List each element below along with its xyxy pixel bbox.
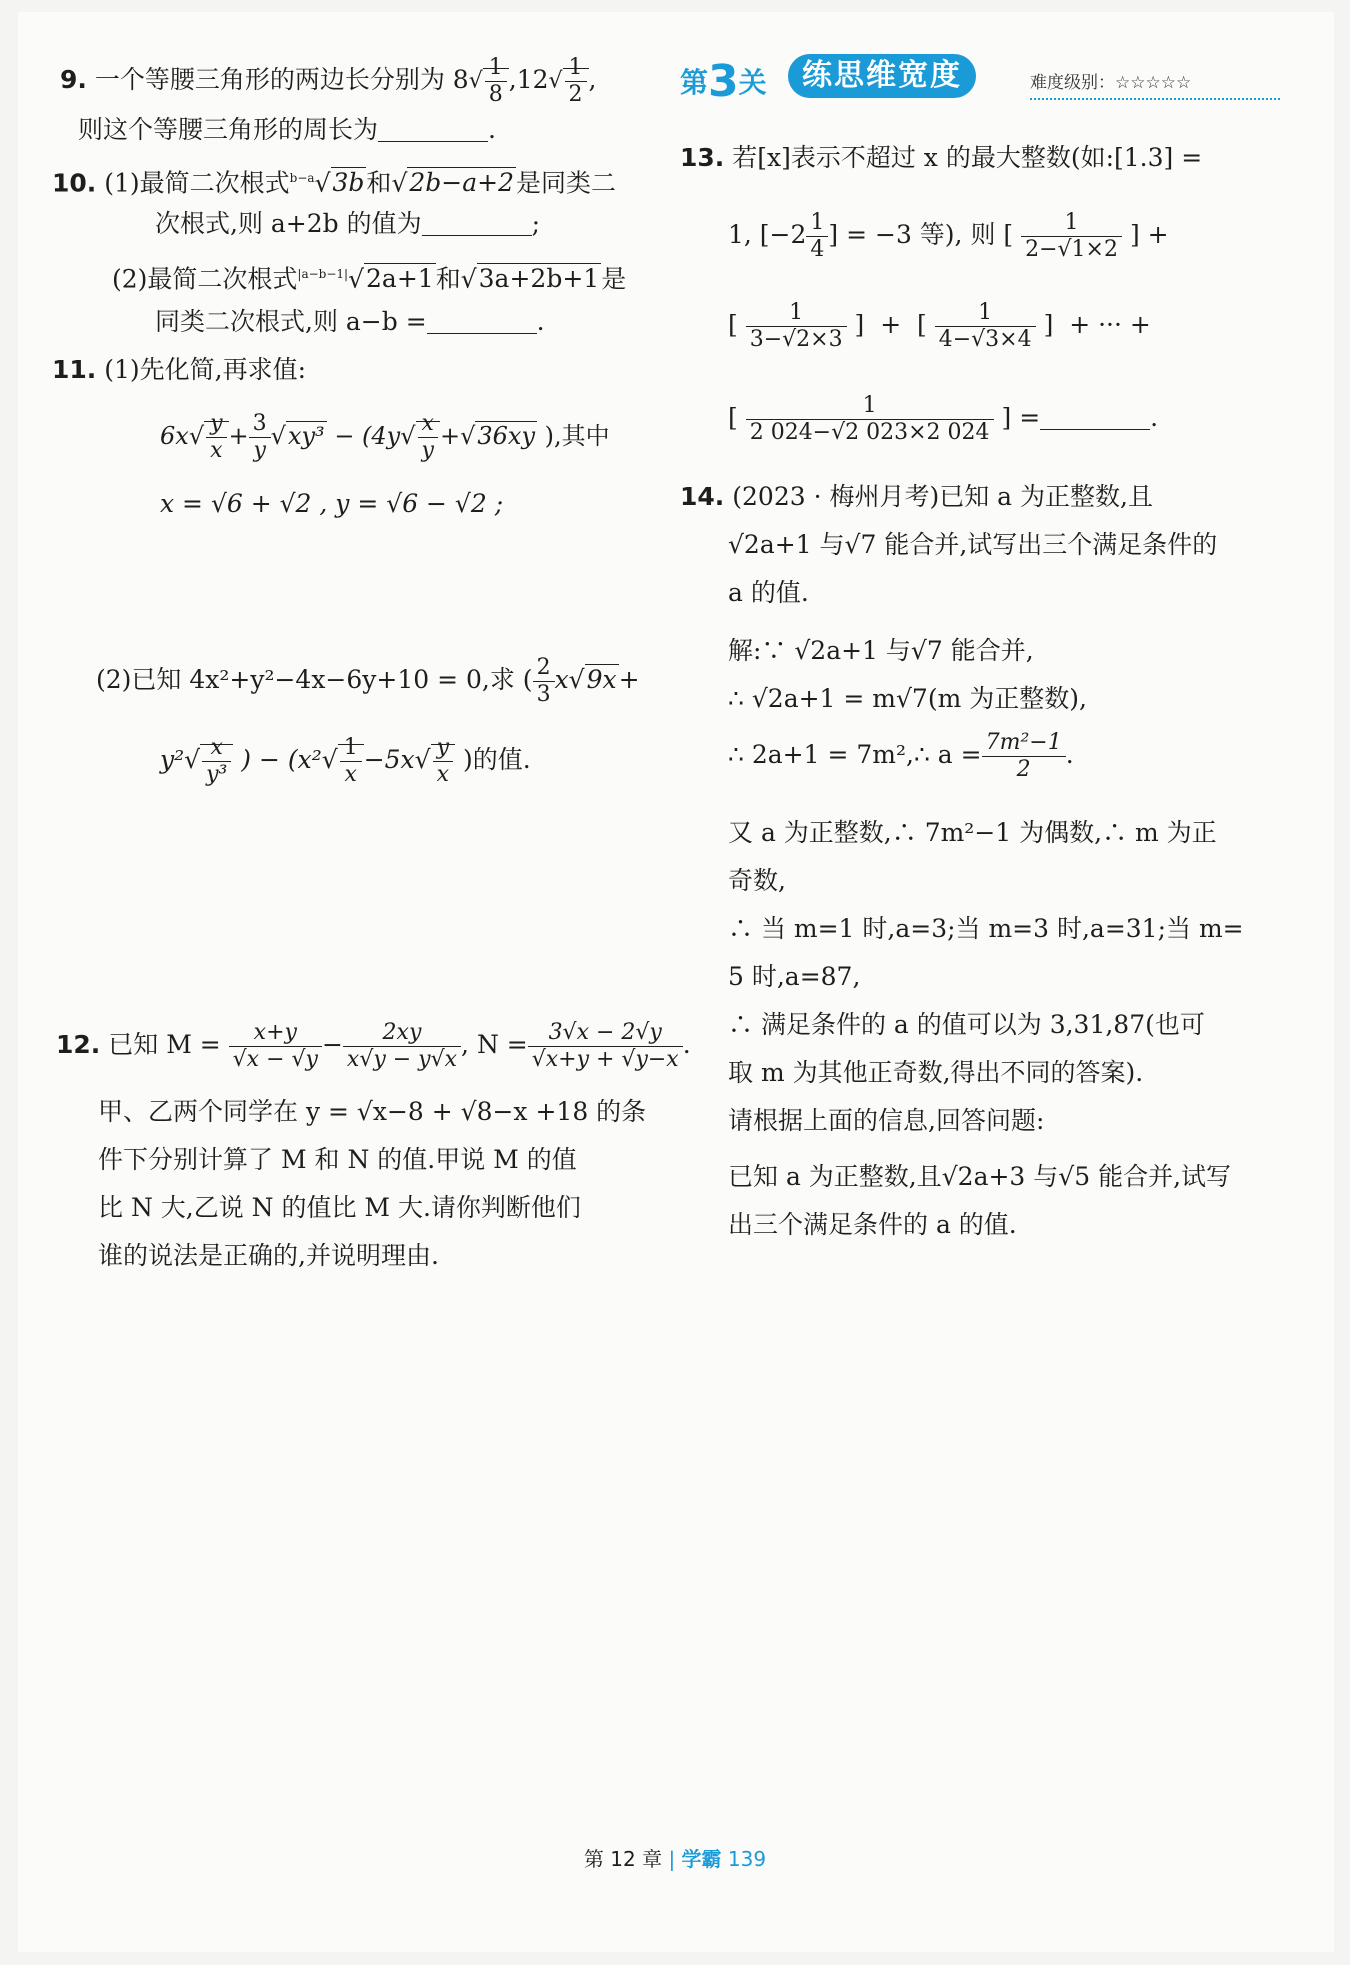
q14-line3: a 的值. <box>728 578 809 607</box>
stage-number: 3 <box>708 56 739 107</box>
q9-end: . <box>488 115 496 144</box>
q10-p1-end2: ; <box>531 209 541 238</box>
q14-line2: √2a+1 与√7 能合并,试写出三个满足条件的 <box>728 530 1218 559</box>
q10-p2-end2: . <box>536 307 545 336</box>
expr: ) − (x² <box>241 745 322 774</box>
star-icon: ☆☆☆☆☆ <box>1115 73 1192 93</box>
frac-den: 4 <box>810 237 825 262</box>
frac-num: 2 <box>533 655 555 682</box>
section-title: 练思维宽度 <box>788 54 976 98</box>
q14-solution-9: 取 m 为其他正奇数,得出不同的答案). <box>728 1058 1144 1087</box>
frac-den: 3 <box>536 682 551 707</box>
question-11-line1 <box>52 353 306 387</box>
stage-label <box>680 56 767 107</box>
frac-den: 8 <box>488 82 503 107</box>
radicand: 36xy <box>477 422 536 450</box>
expr: x <box>554 665 569 694</box>
q12-line3: 件下分别计算了 M 和 N 的值.甲说 M 的值 <box>98 1145 577 1174</box>
q10-p2-text: (2)最简二次根式 <box>112 264 298 294</box>
expr: − (4y <box>334 422 401 450</box>
q13-text: ] = −3 等), 则 [ <box>828 220 1014 249</box>
question-number: 9. <box>60 65 87 94</box>
q14-solution-5: 奇数, <box>728 866 786 895</box>
question-9-line1 <box>60 55 597 108</box>
frac-den: 4−√3×4 <box>938 327 1032 352</box>
q10-p1-text: (1)最简二次根式 <box>104 168 290 198</box>
frac-den: x <box>344 762 357 787</box>
q14-s3-end: . <box>1065 740 1074 769</box>
q14-solution-3 <box>728 730 1074 783</box>
frac-num: 1 <box>1021 210 1122 237</box>
frac-num: 7m²−1 <box>982 730 1066 757</box>
page-footer <box>0 1843 1350 1872</box>
expr: ),其中 <box>544 422 610 450</box>
q12-line5: 谁的说法是正确的,并说明理由. <box>98 1241 439 1270</box>
q13-text: 1, [−2 <box>728 220 807 249</box>
page-number: 139 <box>727 1847 767 1871</box>
q12-line2: 甲、乙两个同学在 y = √x−8 + √8−x +18 的条 <box>98 1097 647 1126</box>
q10-p2-end: 是 <box>601 264 627 294</box>
q13-text: ] + <box>1129 220 1169 249</box>
stage-suffix: 关 <box>738 66 767 99</box>
frac-num: x+y <box>229 1020 322 1047</box>
expr: )的值. <box>462 745 531 774</box>
q11-expression-1: 6x√ $\frac{y}{x}$ + $\frac{3}{y}$ √xy³ − (4y√ $\frac{x}{y}$ +√36xy ),其中 <box>160 411 610 463</box>
frac-num: 1 <box>746 393 994 420</box>
question-number: 10. <box>52 168 97 198</box>
answer-blank[interactable] <box>1040 403 1150 430</box>
stage-prefix: 第 <box>680 66 709 99</box>
question-10-line4 <box>155 305 545 339</box>
root-index: b−a <box>289 171 315 185</box>
q14-solution-2: ∴ √2a+1 = m√7(m 为正整数), <box>728 684 1087 713</box>
q13-eq: ] = <box>1001 403 1041 432</box>
answer-blank[interactable] <box>378 115 488 142</box>
radicand: 2b−a+2 <box>409 168 514 198</box>
frac-num: y <box>206 411 226 438</box>
frac-num: 1 <box>746 300 847 327</box>
q14-solution-4: 又 a 为正整数,∴ 7m²−1 为偶数,∴ m 为正 <box>728 818 1217 847</box>
q13-line1: 若[x]表示不超过 x 的最大整数(如:[1.3] = <box>732 143 1203 172</box>
expr: −5x <box>363 745 415 774</box>
frac-num: 1 <box>806 210 828 237</box>
frac-den: 2 024−√2 023×2 024 <box>749 420 990 445</box>
frac-den: √x+y + √y−x <box>531 1047 679 1072</box>
question-10-line1: 10. (1)最简二次根式$^{b-a}$√3b和√2b−a+2是同类二 <box>52 168 617 198</box>
frac-den: x <box>436 762 450 787</box>
q9-fraction-2: √ $\frac{1}{2}$ <box>549 55 589 108</box>
radicand: 3a+2b+1 <box>478 264 600 294</box>
q10-p1-end: 是同类二 <box>516 168 617 198</box>
q10-p2-line2: 同类二次根式,则 a−b = <box>155 307 427 336</box>
q12-text: . <box>682 1030 691 1059</box>
q9-line2: 则这个等腰三角形的周长为 <box>78 115 379 144</box>
answer-blank[interactable] <box>427 307 537 334</box>
q11-p1: (1)先化简,再求值: <box>104 355 307 384</box>
expr: + <box>439 422 461 450</box>
question-13-line2 <box>728 210 1169 263</box>
footer-separator: | <box>668 1847 676 1871</box>
q9-text-a: 一个等腰三角形的两边长分别为 8 <box>94 65 469 94</box>
q11-p2-text: (2)已知 4x²+y²−4x−6y+10 = 0,求 ( <box>96 665 533 694</box>
question-14-line1 <box>680 480 1153 514</box>
answer-blank[interactable] <box>422 209 532 236</box>
frac-den: 2 <box>1016 757 1031 782</box>
expr: − <box>321 1030 343 1059</box>
question-number: 13. <box>680 143 725 172</box>
frac-num: 1 <box>935 300 1036 327</box>
root-index: |a−b−1| <box>297 267 349 281</box>
question-number: 12. <box>56 1030 101 1059</box>
q13-plus: + ··· + <box>1069 310 1151 339</box>
difficulty-level <box>1030 68 1191 93</box>
q14-instruction: 请根据上面的信息,回答问题: <box>728 1106 1045 1135</box>
frac-num: x <box>202 735 231 762</box>
frac-num: 2xy <box>343 1020 461 1047</box>
question-number: 11. <box>52 355 97 384</box>
radicand: xy³ <box>287 422 325 450</box>
expr: 6x <box>160 422 189 450</box>
q14-solution-6: ∴ 当 m=1 时,a=3;当 m=3 时,a=31;当 m= <box>728 914 1244 943</box>
frac-den: x <box>210 438 223 463</box>
question-12-line1 <box>56 1020 691 1073</box>
expr: + <box>228 422 249 450</box>
frac-den: 3−√2×3 <box>749 327 843 352</box>
q13-end: . <box>1150 403 1159 432</box>
question-number: 14. <box>680 482 725 511</box>
difficulty-label: 难度级别： <box>1030 73 1115 93</box>
chapter-label: 第 12 章 <box>583 1847 663 1871</box>
q11-condition: x = √6 + √2 , y = √6 − √2 ; <box>160 489 504 518</box>
frac-num: 1 <box>565 55 587 82</box>
question-9-line2 <box>78 113 496 147</box>
radicand: 9x <box>586 665 617 694</box>
frac-num: 1 <box>340 735 362 762</box>
brand-label: 学霸 <box>681 1847 722 1871</box>
frac-den: y <box>421 438 434 463</box>
frac-den: y³ <box>206 762 228 787</box>
q14-line1: (2023 · 梅州月考)已知 a 为正整数,且 <box>732 482 1153 511</box>
q9-fraction-1: √ $\frac{1}{8}$ <box>469 55 509 108</box>
question-13-line3: [ $\frac{1}{3-√2\times 3}$ ] + [ $\frac{1}{4-√3\times 4}$ ] + ··· + <box>728 300 1151 352</box>
radicand: 2a+1 <box>366 264 434 294</box>
expr: y² <box>160 745 185 774</box>
q10-p1-mid: 和 <box>366 168 392 198</box>
frac-num: 1 <box>485 55 507 82</box>
frac-den: √x − √y <box>232 1047 318 1072</box>
q9-text-b: ,12 <box>508 65 549 94</box>
frac-den: x√y − y√x <box>346 1047 458 1072</box>
frac-num: x <box>418 411 438 438</box>
q12-text: , N = <box>461 1030 528 1059</box>
frac-den: 2 <box>568 82 583 107</box>
frac-num: 3 <box>249 411 271 438</box>
q10-p2-mid: 和 <box>435 264 461 294</box>
question-10-line2 <box>155 207 540 241</box>
q10-p1-line2: 次根式,则 a+2b 的值为 <box>155 209 422 238</box>
q14-solution-1: 解:∵ √2a+1 与√7 能合并, <box>728 636 1034 665</box>
question-13-line1 <box>680 141 1202 175</box>
frac-num: 3√x − 2√y <box>528 1020 683 1047</box>
q12-text: 已知 M = <box>108 1030 221 1059</box>
question-13-line4: [ $\frac{1}{2 024-√2 023\times 2 024}$ ] = . <box>728 393 1159 445</box>
q11-part2-line2: y²√ $\frac{x}{\text{y³}}$ ) − (x²√ $\frac{1}{x}$ −5x√ $\frac{y}{x}$ )的值. <box>160 735 531 787</box>
q14-task-line2: 出三个满足条件的 a 的值. <box>728 1210 1017 1239</box>
q9-text-c: , <box>588 65 597 94</box>
radicand: 3b <box>332 168 365 198</box>
header-divider <box>1030 98 1280 100</box>
q14-solution-7: 5 时,a=87, <box>728 962 861 991</box>
section-header <box>680 48 1280 108</box>
frac-den: 2−√1×2 <box>1025 237 1118 262</box>
q14-solution-8: ∴ 满足条件的 a 的值可以为 3,31,87(也可 <box>728 1010 1205 1039</box>
frac-num: y <box>433 735 453 762</box>
q11-part2-line1: (2)已知 4x²+y²−4x−6y+10 = 0,求 ( $\frac{2}{3}$ x√9x+ <box>96 655 640 707</box>
question-10-line3: (2)最简二次根式$^{|a-b-1|}$√2a+1和√3a+2b+1是 <box>112 264 627 294</box>
frac-den: y <box>253 438 266 463</box>
expr: + <box>618 665 640 694</box>
q12-line4: 比 N 大,乙说 N 的值比 M 大.请你判断他们 <box>98 1193 581 1222</box>
q14-s3-text: ∴ 2a+1 = 7m²,∴ a = <box>728 740 982 769</box>
q14-task-line1: 已知 a 为正整数,且√2a+3 与√5 能合并,试写 <box>728 1162 1232 1191</box>
